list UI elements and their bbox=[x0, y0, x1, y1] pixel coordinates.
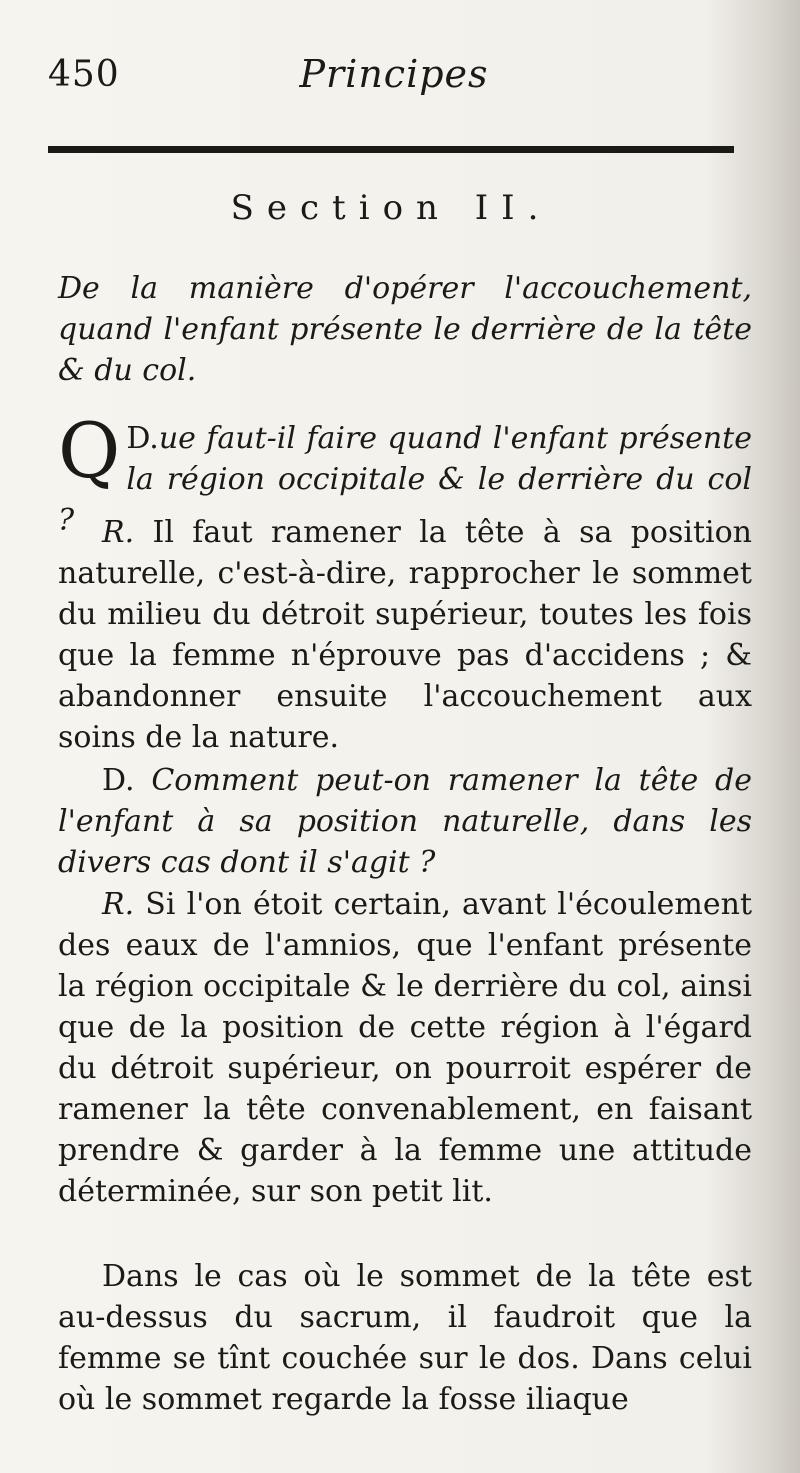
question-2-text: Comment peut-on ramener la tête de l'enfant à sa position naturelle, dans les divers cas dont il s'agit ? bbox=[58, 763, 752, 880]
drop-cap: Q bbox=[58, 406, 121, 495]
running-title: Principes bbox=[299, 52, 489, 96]
section-subtitle: De la manière d'opérer l'accouchement, quand l'enfant présente le derrière de la tête & du col. bbox=[58, 271, 752, 388]
question-label: D. bbox=[126, 421, 159, 456]
question-label: D. bbox=[102, 763, 135, 798]
answer-2 bbox=[58, 884, 752, 1212]
answer-label: R. bbox=[102, 887, 135, 922]
answer-1 bbox=[58, 512, 752, 758]
header-rule bbox=[48, 146, 734, 153]
section-heading: Section II. bbox=[230, 188, 552, 228]
paragraph-3: Dans le cas où le sommet de la tête est au-dessus du sacrum, il faudroit que la femme se tînt couchée sur le dos. Dans celui où le sommet regarde la fosse iliaque bbox=[58, 1259, 752, 1417]
page-number: 450 bbox=[48, 54, 120, 95]
answer-label: R. bbox=[102, 515, 135, 550]
answer-1-text: Il faut ramener la tête à sa position naturelle, c'est-à-dire, rapprocher le sommet du milieu du détroit supérieur, toutes les fois que la femme n'éprouve pas d'accidens ; & abandonner ensuite l'accouchement aux soins de la nature. bbox=[58, 515, 752, 755]
answer-2-text: Si l'on étoit certain, avant l'écoulement des eaux de l'amnios, que l'enfant présente la région occipitale & le derrière du col, ainsi que de la position de cette région à l'égard du détroit supérieur, on pourroit espérer de ramener la tête convenablement, en faisant prendre & garder à la femme une attitude déterminée, sur son petit lit. bbox=[58, 887, 752, 1209]
question-1-text: ue faut-il faire quand l'enfant présente la région occipitale & le derrière du col ? bbox=[58, 421, 752, 538]
running-head bbox=[48, 42, 740, 102]
question-2 bbox=[58, 760, 752, 883]
